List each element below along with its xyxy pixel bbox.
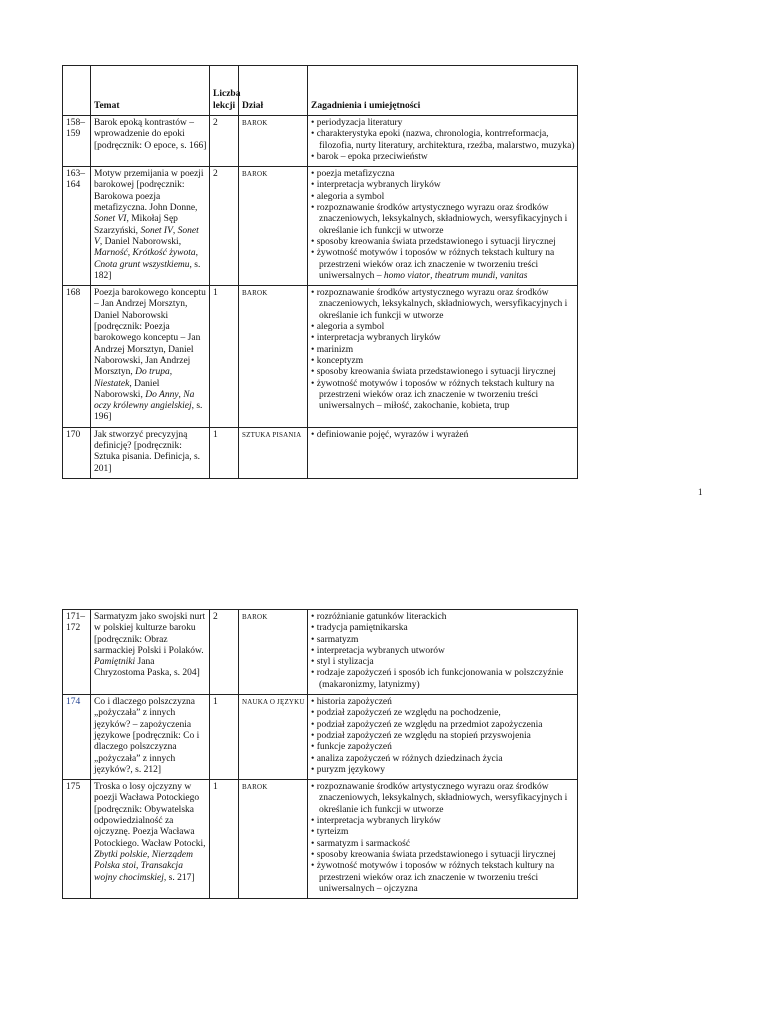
list-item: • żywotność motywów i toposów w różnych tekstach kultury na przestrzeni wieków oraz ich znaczenie w tworzeniu treści uniwersalnych – ojczyzna (311, 861, 575, 895)
list-item: • alegoria a symbol (311, 192, 575, 203)
list-item: • poezja metafizyczna (311, 169, 575, 180)
list-item: • interpretacja wybranych liryków (311, 180, 575, 191)
lesson-topic: Troska o losy ojczyzny w poezji Wacława Potockiego [podręcznik: Obywatelska odpowiedzialność za ojczyznę. Poezja Wacława Potockiego. Wacław Potocki, Zbytki polskie, Nierządem Polska stoi, Transakcja wojny chocimskiej, s. 217] (91, 780, 210, 899)
skills-list (311, 612, 575, 691)
curriculum-table-1 (62, 65, 578, 479)
list-item: • rozpoznawanie środków artystycznego wyrazu oraz środków znaczeniowych, leksykalnych, składniowych, wersyfikacyjnych i określanie ich funkcji w utworze (311, 288, 575, 322)
header-section: Dział (239, 66, 308, 116)
table-row (63, 695, 578, 780)
table-row (63, 116, 578, 167)
list-item: • żywotność motywów i toposów w różnych tekstach kultury na przestrzeni wieków oraz ich znaczenie w tworzeniu treści uniwersalnych – miłość, zakochanie, kobieta, trup (311, 379, 575, 413)
lesson-number: 168 (63, 286, 91, 428)
page-number: 1 (698, 487, 703, 497)
list-item: • marinizm (311, 345, 575, 356)
list-item: • interpretacja wybranych liryków (311, 333, 575, 344)
lesson-section: BAROK (239, 286, 308, 428)
curriculum-table-2 (62, 609, 578, 899)
list-item: • interpretacja wybranych liryków (311, 816, 575, 827)
list-item: • sarmatyzm i sarmackość (311, 839, 575, 850)
header-number (63, 66, 91, 116)
list-item: • interpretacja wybranych utworów (311, 646, 575, 657)
lesson-count: 2 (210, 610, 239, 695)
lesson-topic: Sarmatyzm jako swojski nurt w polskiej kulturze baroku [podręcznik: Obraz sarmackiej Polski i Polaków. Pamiętniki Jana Chryzostoma Paska, s. 204] (91, 610, 210, 695)
header-skills: Zagadnienia i umiejętności (308, 66, 578, 116)
list-item: • sposoby kreowania świata przedstawionego i sytuacji lirycznej (311, 237, 575, 248)
list-item: • definiowanie pojęć, wyrazów i wyrażeń (311, 430, 575, 441)
list-item: • podział zapożyczeń ze względu na przedmiot zapożyczenia (311, 720, 575, 731)
lesson-count: 1 (210, 695, 239, 780)
lesson-count: 1 (210, 286, 239, 428)
lesson-topic: Barok epoką kontrastów – wprowadzenie do epoki [podręcznik: O epoce, s. 166] (91, 116, 210, 167)
table-row (63, 780, 578, 899)
skills-list (311, 430, 575, 441)
lesson-skills (308, 167, 578, 286)
lesson-skills (308, 116, 578, 167)
list-item: • rozpoznawanie środków artystycznego wyrazu oraz środków znaczeniowych, leksykalnych, składniowych, wersyfikacyjnych i określanie ich funkcji w utworze (311, 203, 575, 237)
list-item: • periodyzacja literatury (311, 118, 575, 129)
lesson-skills (308, 610, 578, 695)
list-item: • funkcje zapożyczeń (311, 742, 575, 753)
skills-list (311, 782, 575, 895)
lesson-number: 163–164 (63, 167, 91, 286)
lesson-count: 1 (210, 780, 239, 899)
lesson-section: BAROK (239, 610, 308, 695)
lesson-count: 2 (210, 116, 239, 167)
list-item: • podział zapożyczeń ze względu na pochodzenie, (311, 708, 575, 719)
lesson-topic: Co i dlaczego polszczyzna „pożyczała” z innych języków? – zapożyczenia językowe [podręcznik: Co i dlaczego polszczyzna „pożyczała” z innych języków?, s. 212] (91, 695, 210, 780)
list-item: • sarmatyzm (311, 635, 575, 646)
lesson-skills (308, 695, 578, 780)
list-item: • konceptyzm (311, 356, 575, 367)
header-lessons: Liczba lekcji (210, 66, 239, 116)
lesson-count: 1 (210, 427, 239, 478)
table-row (63, 286, 578, 428)
table-header-row (63, 66, 578, 116)
lesson-number: 158–159 (63, 116, 91, 167)
skills-list (311, 697, 575, 776)
list-item: • tyrteizm (311, 827, 575, 838)
skills-list (311, 118, 575, 163)
lesson-skills (308, 286, 578, 428)
lesson-topic: Jak stworzyć precyzyjną definicję? [podręcznik: Sztuka pisania. Definicja, s. 201] (91, 427, 210, 478)
list-item: • alegoria a symbol (311, 322, 575, 333)
list-item: • historia zapożyczeń (311, 697, 575, 708)
lesson-skills (308, 780, 578, 899)
lesson-section: SZTUKA PISANIA (239, 427, 308, 478)
list-item: • podział zapożyczeń ze względu na stopień przyswojenia (311, 731, 575, 742)
lesson-number: 174 (63, 695, 91, 780)
lesson-section: BAROK (239, 780, 308, 899)
list-item: • analiza zapożyczeń w różnych dziedzinach życia (311, 754, 575, 765)
list-item: • rozpoznawanie środków artystycznego wyrazu oraz środków znaczeniowych, leksykalnych, składniowych, wersyfikacyjnych i określanie ich funkcji w utworze (311, 782, 575, 816)
lesson-count: 2 (210, 167, 239, 286)
list-item: • rozróżnianie gatunków literackich (311, 612, 575, 623)
table-row (63, 167, 578, 286)
list-item: • tradycja pamiętnikarska (311, 623, 575, 634)
list-item: • sposoby kreowania świata przedstawionego i sytuacji lirycznej (311, 367, 575, 378)
list-item: • żywotność motywów i toposów w różnych tekstach kultury na przestrzeni wieków oraz ich znaczenie w tworzeniu treści uniwersalnych – homo viator, theatrum mundi, vanitas (311, 248, 575, 282)
table-row (63, 610, 578, 695)
lesson-section: BAROK (239, 167, 308, 286)
list-item: • rodzaje zapożyczeń i sposób ich funkcjonowania w polszczyźnie (makaronizmy, latynizmy) (311, 668, 575, 691)
table-row (63, 427, 578, 478)
list-item: • puryzm językowy (311, 765, 575, 776)
list-item: • sposoby kreowania świata przedstawionego i sytuacji lirycznej (311, 850, 575, 861)
lesson-number: 171–172 (63, 610, 91, 695)
lesson-topic: Poezja barokowego konceptu – Jan Andrzej Morsztyn, Daniel Naborowski [podręcznik: Poezja barokowego konceptu – Jan Andrzej Morsztyn, Daniel Naborowski, Jan Andrzej Morsztyn, Do trupa, Niestatek, Daniel Naborowski, Do Anny, Na oczy królewny angielskiej, s. 196] (91, 286, 210, 428)
list-item: • styl i stylizacja (311, 657, 575, 668)
lesson-topic: Motyw przemijania w poezji barokowej [podręcznik: Barokowa poezja metafizyczna. John Donne, Sonet VI, Mikołaj Sęp Szarzyński, Sonet IV, Sonet V, Daniel Naborowski, Marność, Krótkość żywota, Cnota grunt wszystkiemu, s. 182] (91, 167, 210, 286)
skills-list (311, 169, 575, 282)
list-item: • charakterystyka epoki (nazwa, chronologia, kontrreformacja, filozofia, nurty literatury, architektura, rzeźba, malarstwo, muzyka) (311, 129, 575, 152)
skills-list (311, 288, 575, 412)
lesson-number: 170 (63, 427, 91, 478)
lesson-number: 175 (63, 780, 91, 899)
lesson-skills (308, 427, 578, 478)
lesson-section: BAROK (239, 116, 308, 167)
lesson-section: NAUKA O JĘZYKU (239, 695, 308, 780)
header-topic: Temat (91, 66, 210, 116)
list-item: • barok – epoka przeciwieństw (311, 152, 575, 163)
